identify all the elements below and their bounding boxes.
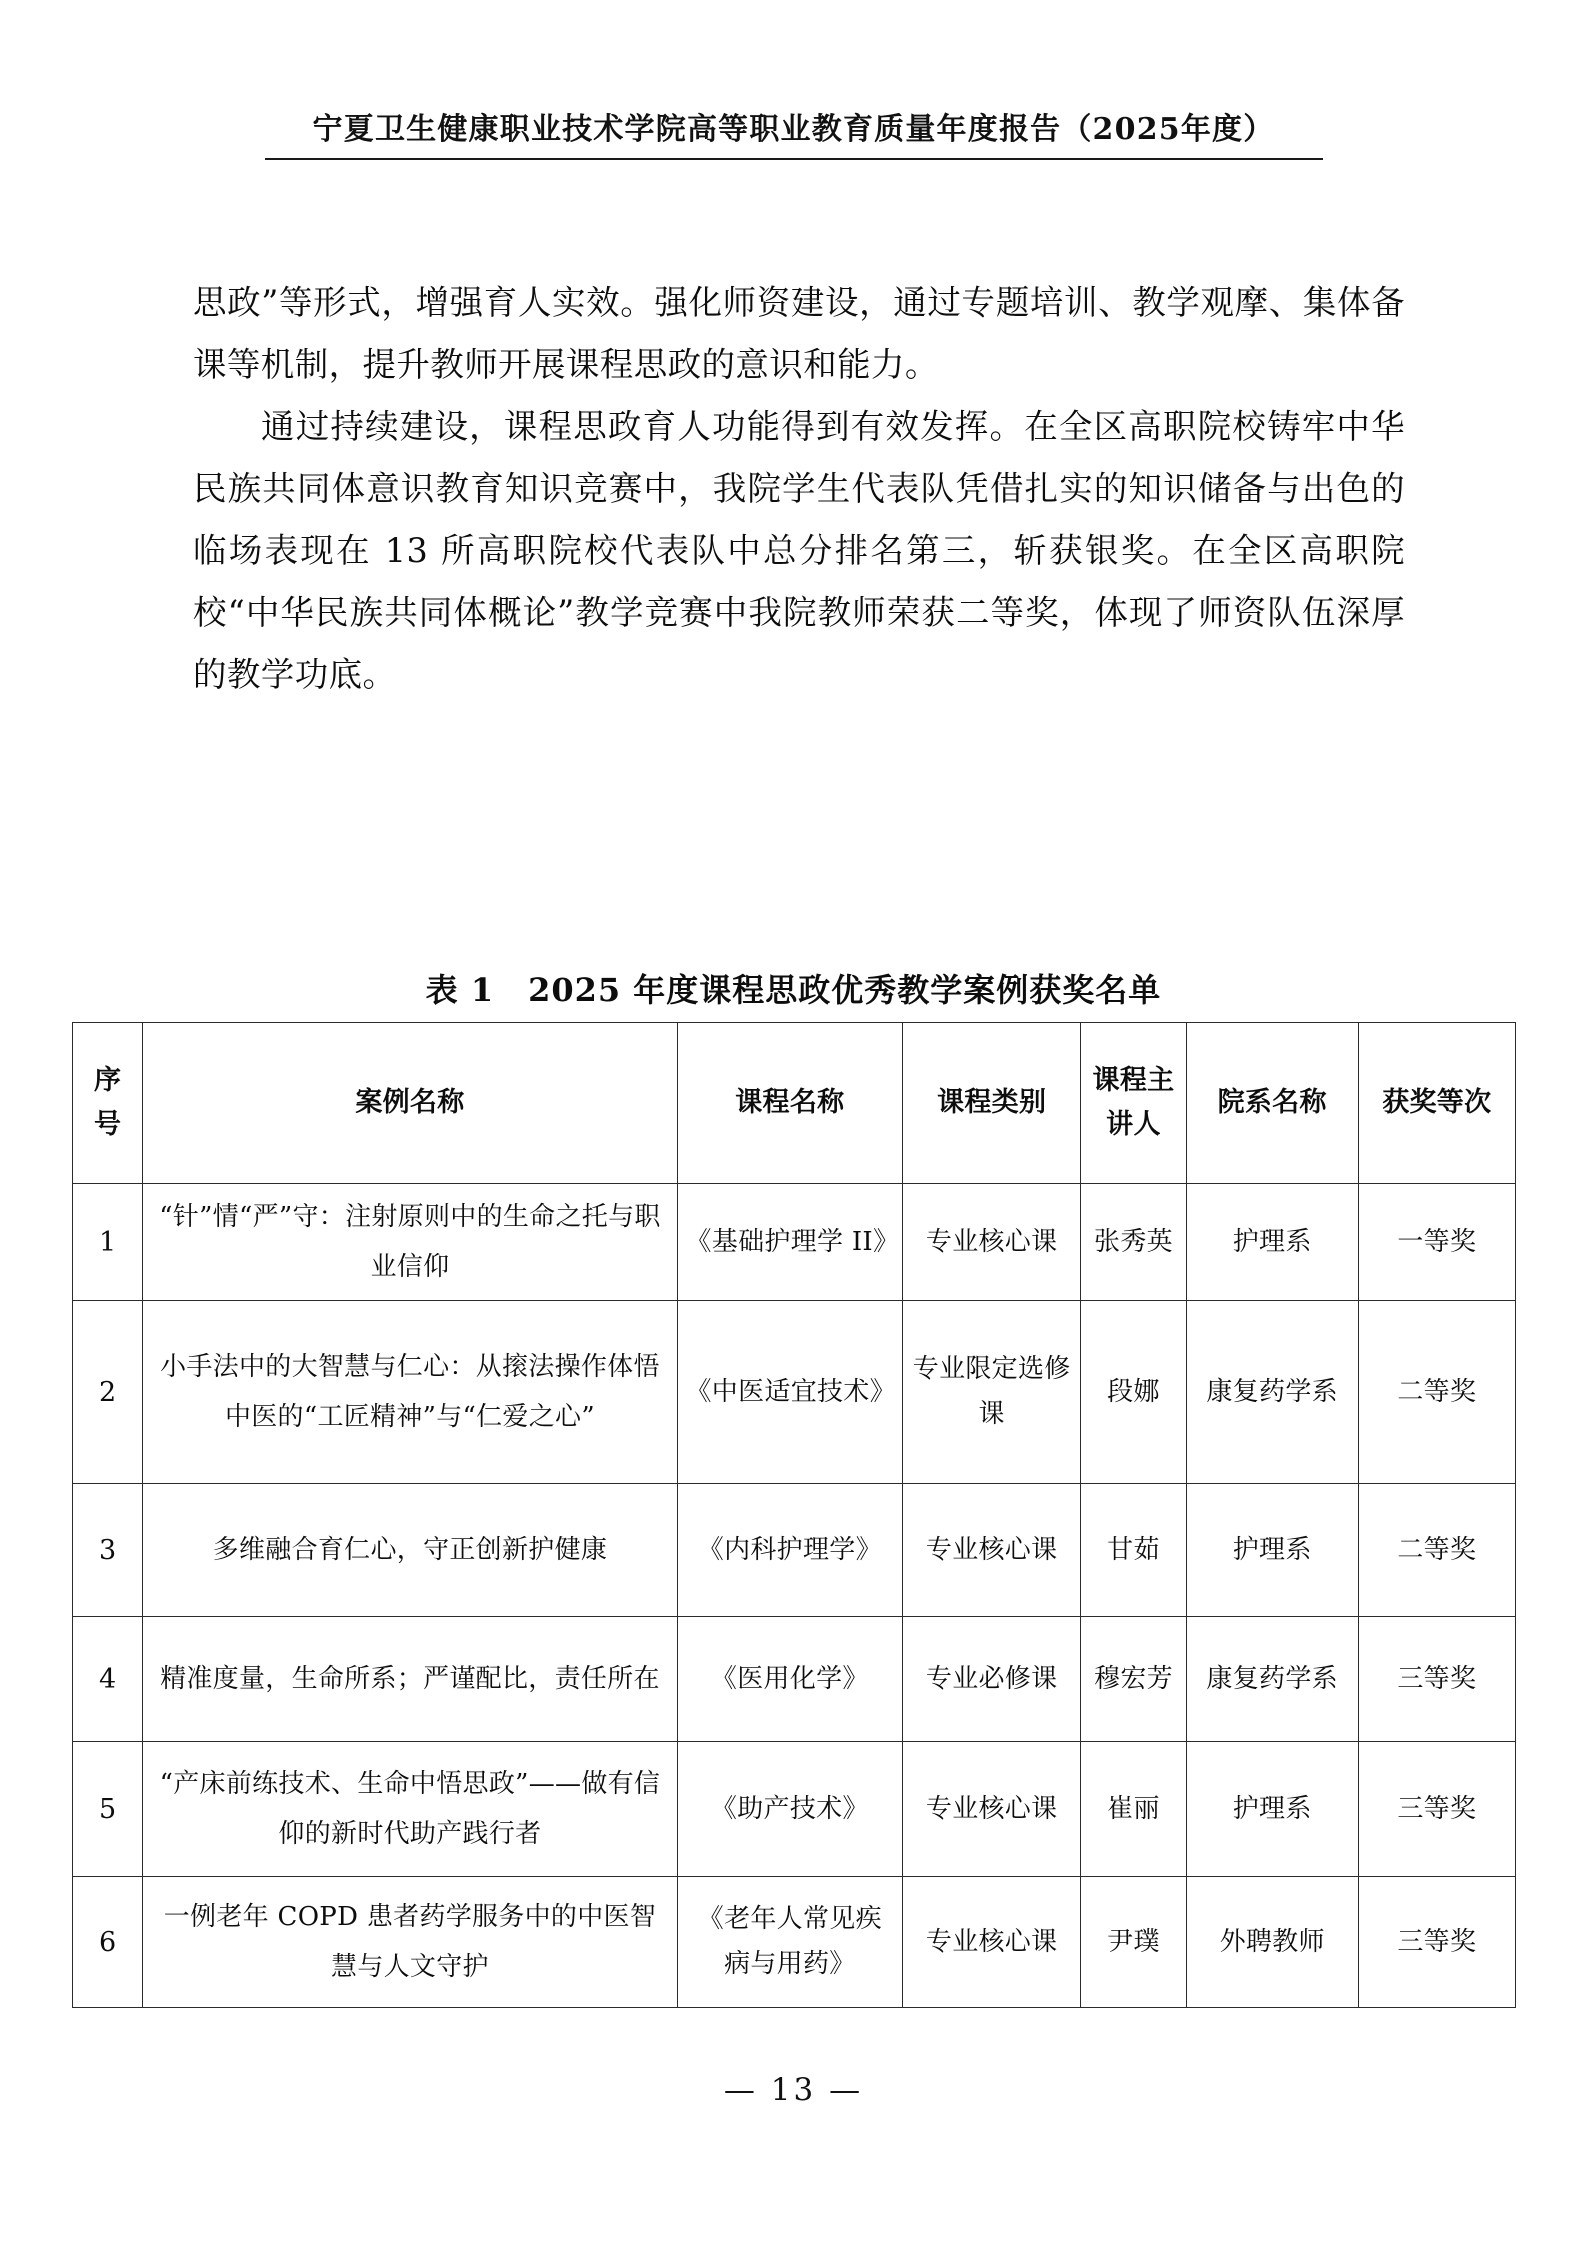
body-text-block: [193, 272, 1405, 706]
column-header-case-name: 案例名称: [143, 1023, 677, 1184]
cell-course-name: 《助产技术》: [677, 1742, 903, 1877]
table-row: [73, 1877, 1516, 2008]
cell-case-name: 小手法中的大智慧与仁心：从㨰法操作体悟中医的“工匠精神”与“仁爱之心”: [143, 1301, 677, 1484]
awards-table: [72, 1022, 1516, 2008]
cell-course-name: 《中医适宜技术》: [677, 1301, 903, 1484]
running-header: [0, 104, 1587, 160]
cell-course-name: 《基础护理学 II》: [677, 1184, 903, 1301]
cell-department: 护理系: [1186, 1742, 1358, 1877]
running-header-title: 宁夏卫生健康职业技术学院高等职业教育质量年度报告（2025年度）: [312, 112, 1275, 147]
table-row: [73, 1617, 1516, 1742]
cell-award: 三等奖: [1358, 1742, 1515, 1877]
cell-course-type: 专业限定选修课: [903, 1301, 1081, 1484]
table-body: [73, 1184, 1516, 2008]
cell-course-type: 专业核心课: [903, 1484, 1081, 1617]
table-caption: [0, 965, 1587, 1011]
cell-case-name: 一例老年 COPD 患者药学服务中的中医智慧与人文守护: [143, 1877, 677, 2008]
cell-course-type: 专业核心课: [903, 1184, 1081, 1301]
cell-teacher: 段娜: [1081, 1301, 1187, 1484]
cell-department: 康复药学系: [1186, 1301, 1358, 1484]
cell-teacher: 尹璞: [1081, 1877, 1187, 2008]
cell-course-type: 专业核心课: [903, 1877, 1081, 2008]
table-row: [73, 1301, 1516, 1484]
cell-case-name: “产床前练技术、生命中悟思政”——做有信仰的新时代助产践行者: [143, 1742, 677, 1877]
cell-course-name: 《内科护理学》: [677, 1484, 903, 1617]
paragraph-two: 通过持续建设，课程思政育人功能得到有效发挥。在全区高职院校铸牢中华民族共同体意识教育知识竞赛中，我院学生代表队凭借扎实的知识储备与出色的临场表现在 13 所高职院校代表队中总分排名第三，斩获银奖。在全区高职院校“中华民族共同体概论”教学竞赛中我院教师荣获二等奖，体现了师资队伍深厚的教学功底。: [193, 407, 1405, 694]
table-header-row: [73, 1023, 1516, 1184]
table-row: [73, 1742, 1516, 1877]
cell-department: 护理系: [1186, 1484, 1358, 1617]
cell-department: 护理系: [1186, 1184, 1358, 1301]
cell-case-name: 精准度量，生命所系；严谨配比，责任所在: [143, 1617, 677, 1742]
cell-index: 1: [73, 1184, 143, 1301]
cell-course-type: 专业核心课: [903, 1742, 1081, 1877]
cell-index: 4: [73, 1617, 143, 1742]
table-caption-title: 2025 年度课程思政优秀教学案例获奖名单: [528, 971, 1162, 1009]
header-divider-rule: [265, 158, 1323, 160]
cell-teacher: 穆宏芳: [1081, 1617, 1187, 1742]
cell-award: 三等奖: [1358, 1617, 1515, 1742]
column-header-course-type: 课程类别: [903, 1023, 1081, 1184]
cell-award: 三等奖: [1358, 1877, 1515, 2008]
awards-table-container: [72, 1022, 1516, 2008]
cell-case-name: 多维融合育仁心，守正创新护健康: [143, 1484, 677, 1617]
cell-index: 5: [73, 1742, 143, 1877]
cell-teacher: 张秀英: [1081, 1184, 1187, 1301]
cell-department: 康复药学系: [1186, 1617, 1358, 1742]
table-row: [73, 1184, 1516, 1301]
cell-award: 二等奖: [1358, 1301, 1515, 1484]
table-caption-label: 表 1: [425, 971, 495, 1009]
column-header-index: 序号: [73, 1023, 143, 1184]
cell-case-name: “针”情“严”守：注射原则中的生命之托与职业信仰: [143, 1184, 677, 1301]
table-row: [73, 1484, 1516, 1617]
table-header: [73, 1023, 1516, 1184]
column-header-teacher: 课程主讲人: [1081, 1023, 1187, 1184]
cell-teacher: 崔丽: [1081, 1742, 1187, 1877]
cell-teacher: 甘茹: [1081, 1484, 1187, 1617]
cell-index: 3: [73, 1484, 143, 1617]
cell-index: 6: [73, 1877, 143, 2008]
cell-department: 外聘教师: [1186, 1877, 1358, 2008]
cell-course-type: 专业必修课: [903, 1617, 1081, 1742]
page-number-footer: — 13 —: [723, 2072, 864, 2108]
cell-index: 2: [73, 1301, 143, 1484]
cell-course-name: 《老年人常见疾病与用药》: [677, 1877, 903, 2008]
paragraph-one: 思政”等形式，增强育人实效。强化师资建设，通过专题培训、教学观摩、集体备课等机制，提升教师开展课程思政的意识和能力。: [193, 283, 1405, 384]
column-header-course-name: 课程名称: [677, 1023, 903, 1184]
cell-award: 一等奖: [1358, 1184, 1515, 1301]
cell-course-name: 《医用化学》: [677, 1617, 903, 1742]
column-header-department: 院系名称: [1186, 1023, 1358, 1184]
column-header-award: 获奖等次: [1358, 1023, 1515, 1184]
cell-award: 二等奖: [1358, 1484, 1515, 1617]
